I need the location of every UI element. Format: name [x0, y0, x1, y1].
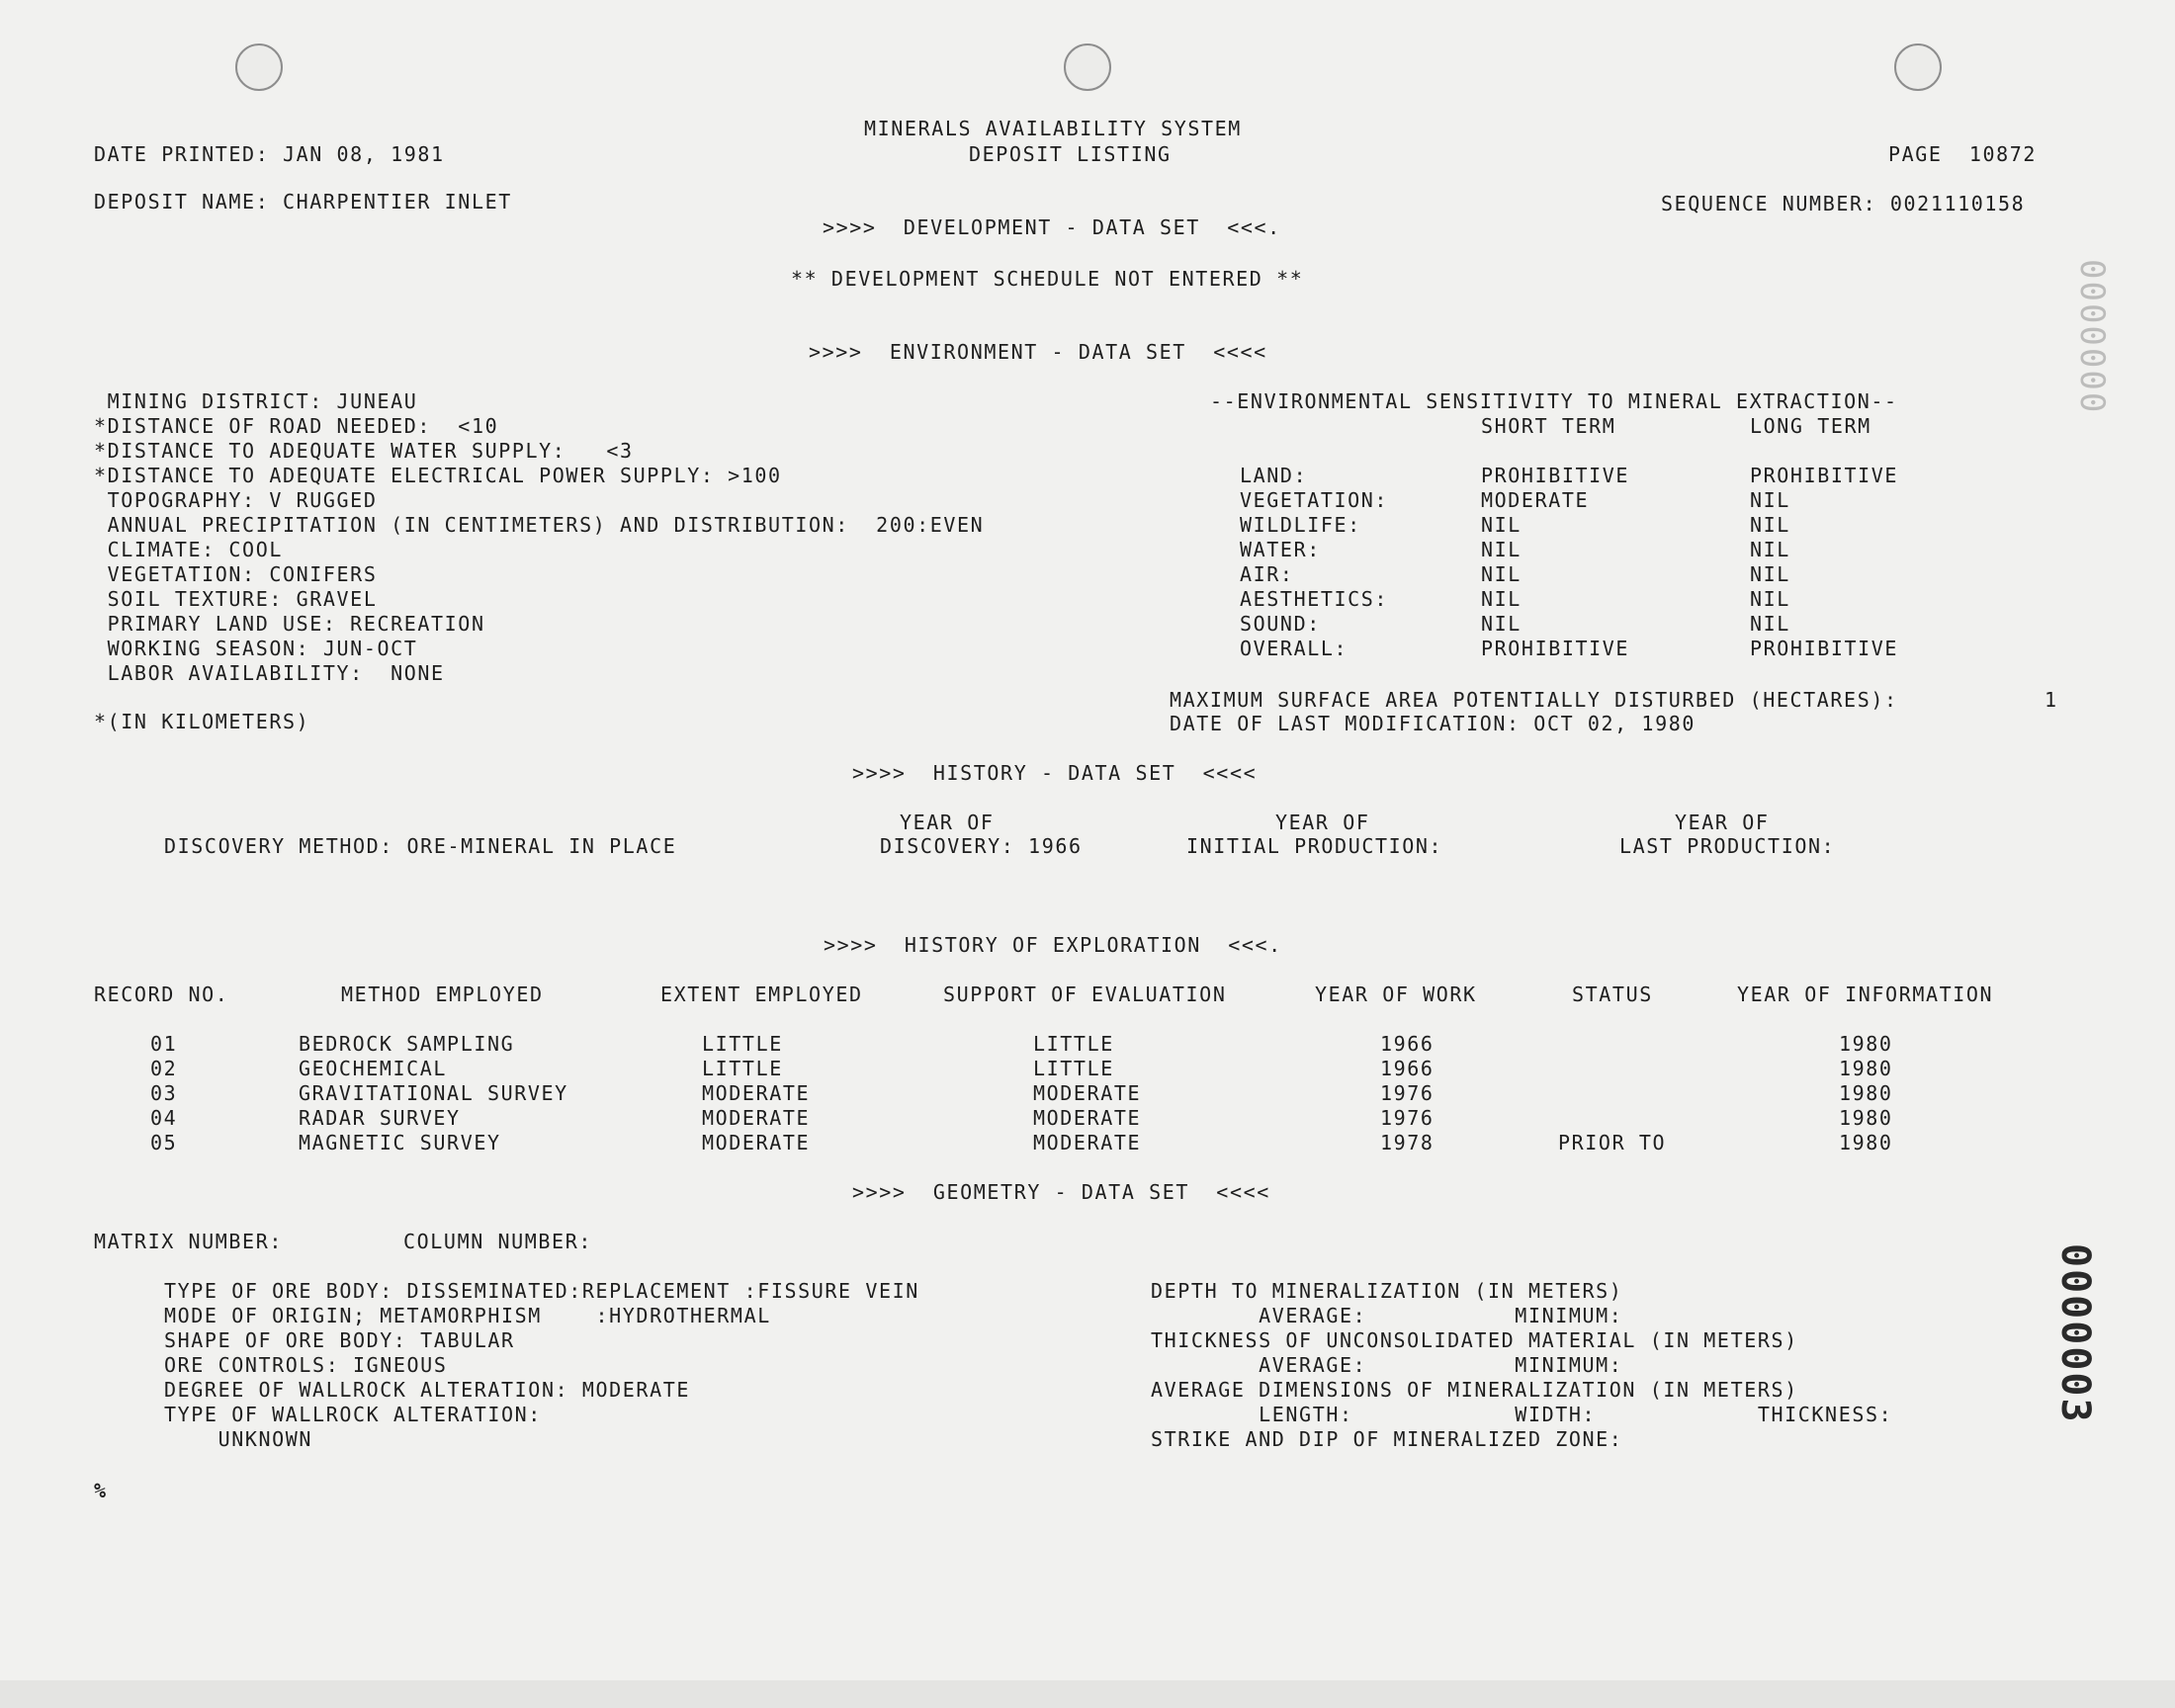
sensitivity-label: OVERALL:: [1240, 637, 1348, 660]
initial-production: INITIAL PRODUCTION:: [1186, 834, 1443, 858]
deposit-name: DEPOSIT NAME: CHARPENTIER INLET: [94, 190, 512, 214]
system-title: MINERALS AVAILABILITY SYSTEM: [864, 117, 1242, 140]
sensitivity-long: NIL: [1750, 538, 1790, 561]
env-line: WORKING SEASON: JUN-OCT: [94, 637, 418, 660]
sensitivity-label: VEGETATION:: [1240, 488, 1389, 512]
year-of-work: 1976: [1380, 1106, 1435, 1130]
method-employed: GEOCHEMICAL: [299, 1057, 448, 1080]
long-term-header: LONG TERM: [1750, 414, 1871, 438]
env-line: LABOR AVAILABILITY: NONE: [94, 661, 445, 685]
sensitivity-short: PROHIBITIVE: [1481, 637, 1630, 660]
max-surface-area-label: MAXIMUM SURFACE AREA POTENTIALLY DISTURBED (HECTARES):: [1170, 688, 1898, 712]
geometry-line: UNKNOWN: [164, 1427, 313, 1451]
sensitivity-label: WILDLIFE:: [1240, 513, 1361, 537]
environment-heading: >>>> ENVIRONMENT - DATA SET <<<<: [809, 340, 1267, 364]
year-of-information: 1980: [1839, 1131, 1893, 1154]
sensitivity-long: NIL: [1750, 488, 1790, 512]
sensitivity-title: --ENVIRONMENTAL SENSITIVITY TO MINERAL EXTRACTION--: [1210, 389, 1898, 413]
sensitivity-label: WATER:: [1240, 538, 1321, 561]
short-term-header: SHORT TERM: [1481, 414, 1616, 438]
status: PRIOR TO: [1558, 1131, 1667, 1154]
method-employed: MAGNETIC SURVEY: [299, 1131, 501, 1154]
support-of-evaluation: MODERATE: [1033, 1131, 1142, 1154]
env-line: ANNUAL PRECIPITATION (IN CENTIMETERS) AND DISTRIBUTION: 200:EVEN: [94, 513, 985, 537]
year-of-last-label: YEAR OF: [1675, 811, 1770, 834]
year-of-information: 1980: [1839, 1081, 1893, 1105]
support-of-evaluation: LITTLE: [1033, 1057, 1114, 1080]
support-of-evaluation: MODERATE: [1033, 1081, 1142, 1105]
matrix-number: MATRIX NUMBER:: [94, 1230, 283, 1253]
record-number: 02: [150, 1057, 178, 1080]
last-modification: DATE OF LAST MODIFICATION: OCT 02, 1980: [1170, 712, 1696, 735]
discovery-year: DISCOVERY: 1966: [880, 834, 1083, 858]
geometry-line: AVERAGE: MINIMUM:: [1151, 1353, 1623, 1377]
punch-hole: [1894, 43, 1942, 91]
year-of-information: 1980: [1839, 1032, 1893, 1056]
development-note: ** DEVELOPMENT SCHEDULE NOT ENTERED **: [791, 267, 1304, 291]
end-mark: %: [94, 1479, 108, 1502]
page-number: PAGE 10872: [1888, 142, 2038, 166]
column-header: STATUS: [1572, 982, 1653, 1006]
year-of-discovery-label: YEAR OF: [900, 811, 995, 834]
sensitivity-short: NIL: [1481, 612, 1522, 636]
method-employed: BEDROCK SAMPLING: [299, 1032, 515, 1056]
geometry-line: AVERAGE DIMENSIONS OF MINERALIZATION (IN METERS): [1151, 1378, 1798, 1402]
sensitivity-long: NIL: [1750, 513, 1790, 537]
env-line: TOPOGRAPHY: V RUGGED: [94, 488, 378, 512]
side-stamp-lower: 0000003: [2052, 1243, 2098, 1424]
env-line: PRIMARY LAND USE: RECREATION: [94, 612, 485, 636]
column-number: COLUMN NUMBER:: [403, 1230, 592, 1253]
punch-hole: [1064, 43, 1111, 91]
history-heading: >>>> HISTORY - DATA SET <<<<: [852, 761, 1258, 785]
sensitivity-long: NIL: [1750, 587, 1790, 611]
geometry-line: ORE CONTROLS: IGNEOUS: [164, 1353, 448, 1377]
column-header: YEAR OF WORK: [1315, 982, 1477, 1006]
column-header: SUPPORT OF EVALUATION: [943, 982, 1227, 1006]
sensitivity-short: NIL: [1481, 513, 1522, 537]
env-line: MINING DISTRICT: JUNEAU: [94, 389, 418, 413]
geometry-line: DEGREE OF WALLROCK ALTERATION: MODERATE: [164, 1378, 690, 1402]
record-number: 03: [150, 1081, 178, 1105]
sequence-number: SEQUENCE NUMBER: 0021110158: [1661, 192, 2026, 215]
discovery-method: DISCOVERY METHOD: ORE-MINERAL IN PLACE: [164, 834, 677, 858]
sensitivity-label: LAND:: [1240, 464, 1308, 487]
side-stamp-upper: 0000000: [2072, 259, 2112, 415]
punch-hole: [235, 43, 283, 91]
extent-employed: MODERATE: [702, 1131, 811, 1154]
geometry-line: DEPTH TO MINERALIZATION (IN METERS): [1151, 1279, 1623, 1303]
sensitivity-short: NIL: [1481, 538, 1522, 561]
method-employed: RADAR SURVEY: [299, 1106, 461, 1130]
env-line: *DISTANCE OF ROAD NEEDED: <10: [94, 414, 499, 438]
year-of-work: 1976: [1380, 1081, 1435, 1105]
geometry-line: LENGTH: WIDTH: THICKNESS:: [1151, 1403, 1893, 1426]
sensitivity-label: AIR:: [1240, 562, 1294, 586]
sensitivity-label: SOUND:: [1240, 612, 1321, 636]
year-of-information: 1980: [1839, 1106, 1893, 1130]
sensitivity-long: NIL: [1750, 612, 1790, 636]
geometry-line: THICKNESS OF UNCONSOLIDATED MATERIAL (IN METERS): [1151, 1328, 1798, 1352]
date-printed: DATE PRINTED: JAN 08, 1981: [94, 142, 445, 166]
year-of-initial-label: YEAR OF: [1275, 811, 1370, 834]
extent-employed: LITTLE: [702, 1032, 783, 1056]
geometry-line: TYPE OF WALLROCK ALTERATION:: [164, 1403, 542, 1426]
sensitivity-long: PROHIBITIVE: [1750, 637, 1899, 660]
geometry-heading: >>>> GEOMETRY - DATA SET <<<<: [852, 1180, 1270, 1204]
scanner-margin: [0, 1680, 2175, 1708]
record-number: 05: [150, 1131, 178, 1154]
support-of-evaluation: MODERATE: [1033, 1106, 1142, 1130]
sensitivity-long: NIL: [1750, 562, 1790, 586]
extent-employed: LITTLE: [702, 1057, 783, 1080]
record-number: 01: [150, 1032, 178, 1056]
sensitivity-long: PROHIBITIVE: [1750, 464, 1899, 487]
geometry-line: AVERAGE: MINIMUM:: [1151, 1304, 1623, 1327]
distance-footnote: *(IN KILOMETERS): [94, 710, 310, 733]
extent-employed: MODERATE: [702, 1081, 811, 1105]
env-line: VEGETATION: CONIFERS: [94, 562, 378, 586]
env-line: CLIMATE: COOL: [94, 538, 283, 561]
year-of-work: 1966: [1380, 1057, 1435, 1080]
year-of-work: 1966: [1380, 1032, 1435, 1056]
geometry-line: TYPE OF ORE BODY: DISSEMINATED:REPLACEMENT :FISSURE VEIN: [164, 1279, 919, 1303]
max-surface-area-value: 1: [2044, 688, 2058, 712]
sensitivity-short: PROHIBITIVE: [1481, 464, 1630, 487]
method-employed: GRAVITATIONAL SURVEY: [299, 1081, 568, 1105]
sensitivity-label: AESTHETICS:: [1240, 587, 1389, 611]
support-of-evaluation: LITTLE: [1033, 1032, 1114, 1056]
column-header: YEAR OF INFORMATION: [1737, 982, 1994, 1006]
sensitivity-short: NIL: [1481, 562, 1522, 586]
env-line: SOIL TEXTURE: GRAVEL: [94, 587, 378, 611]
listing-title: DEPOSIT LISTING: [969, 142, 1172, 166]
year-of-information: 1980: [1839, 1057, 1893, 1080]
exploration-heading: >>>> HISTORY OF EXPLORATION <<<.: [824, 933, 1282, 957]
extent-employed: MODERATE: [702, 1106, 811, 1130]
env-line: *DISTANCE TO ADEQUATE ELECTRICAL POWER SUPPLY: >100: [94, 464, 782, 487]
sensitivity-short: MODERATE: [1481, 488, 1590, 512]
last-production: LAST PRODUCTION:: [1619, 834, 1836, 858]
column-header: EXTENT EMPLOYED: [660, 982, 863, 1006]
geometry-line: SHAPE OF ORE BODY: TABULAR: [164, 1328, 515, 1352]
geometry-line: MODE OF ORIGIN; METAMORPHISM :HYDROTHERMAL: [164, 1304, 771, 1327]
development-heading: >>>> DEVELOPMENT - DATA SET <<<.: [823, 215, 1281, 239]
column-header: RECORD NO.: [94, 982, 229, 1006]
record-number: 04: [150, 1106, 178, 1130]
sensitivity-short: NIL: [1481, 587, 1522, 611]
geometry-line: STRIKE AND DIP OF MINERALIZED ZONE:: [1151, 1427, 1623, 1451]
year-of-work: 1978: [1380, 1131, 1435, 1154]
column-header: METHOD EMPLOYED: [341, 982, 544, 1006]
env-line: *DISTANCE TO ADEQUATE WATER SUPPLY: <3: [94, 439, 634, 463]
